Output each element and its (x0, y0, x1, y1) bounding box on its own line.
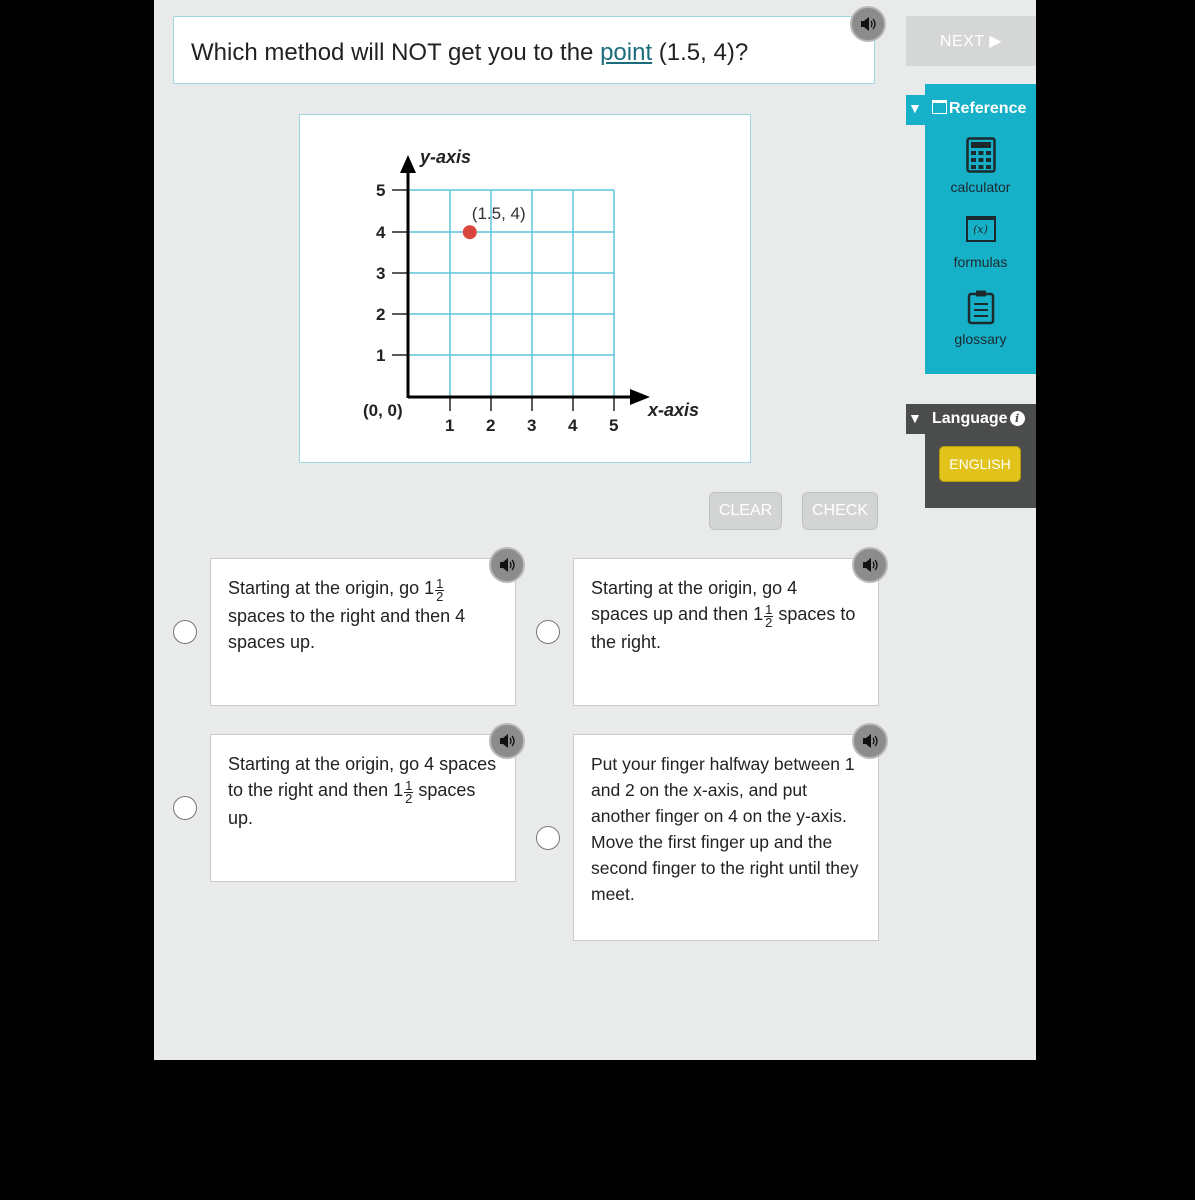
y-tick-label: 5 (376, 181, 386, 200)
english-language-button[interactable]: ENGLISH (939, 446, 1021, 482)
lesson-app (154, 0, 1036, 1060)
choice-text: Put your finger halfway between 1 and 2 on the x-axis, and put another finger on 4 on the y-axis. Move the first finger up and the second finger to the right until they meet. (591, 754, 859, 904)
fraction-numerator: 1 (405, 778, 413, 793)
choice-radio-1[interactable] (173, 620, 197, 644)
choice-text-part: Starting at the origin, go 4 spaces up and then 1 (591, 578, 798, 624)
choice-text (228, 751, 500, 831)
coordinate-graph (300, 115, 750, 462)
glossary-tool[interactable] (925, 289, 1036, 347)
x-tick-label: 4 (568, 416, 578, 435)
calculator-label: calculator (950, 179, 1011, 195)
question-text (191, 39, 748, 67)
fraction-denominator: 2 (765, 615, 773, 630)
reference-header[interactable] (908, 100, 1027, 118)
answer-choice-1[interactable] (210, 558, 516, 706)
formulas-glyph: (x) (973, 223, 988, 236)
collapse-triangle-icon: ▼ (908, 100, 922, 116)
calculator-tool[interactable] (925, 137, 1036, 195)
answer-choice-3[interactable] (210, 734, 516, 882)
choice-audio-button-2[interactable] (852, 547, 888, 583)
question-prefix: Which method will NOT get you to the (191, 39, 601, 66)
glossary-icon (967, 289, 995, 325)
x-axis-label: x-axis (648, 400, 700, 420)
collapse-triangle-icon: ▼ (908, 410, 922, 426)
speaker-icon (861, 557, 879, 573)
answer-choice-4[interactable] (573, 734, 879, 941)
speaker-icon (498, 733, 516, 749)
reference-title: Reference (949, 100, 1027, 117)
check-button[interactable]: CHECK (802, 492, 878, 530)
choice-radio-4[interactable] (536, 826, 560, 850)
point-label: (1.5, 4) (471, 204, 526, 224)
question-box (173, 16, 875, 84)
plotted-point (463, 225, 477, 239)
choice-text-part: spaces to the right and then 4 spaces up. (228, 606, 466, 652)
fraction (764, 604, 773, 629)
glossary-link-point[interactable]: point (600, 39, 653, 66)
x-tick-label: 2 (486, 416, 496, 435)
graph-card (299, 114, 751, 463)
x-tick-label: 5 (609, 416, 619, 435)
fraction (435, 578, 444, 603)
choice-audio-button-3[interactable] (489, 723, 525, 759)
fraction-numerator: 1 (436, 576, 444, 591)
calculator-icon (966, 137, 996, 173)
formulas-label: formulas (953, 254, 1008, 270)
question-audio-button[interactable] (850, 6, 886, 42)
choice-text (228, 575, 490, 655)
y-tick-label: 3 (376, 264, 386, 283)
fraction-numerator: 1 (765, 602, 773, 617)
choice-audio-button-4[interactable] (852, 723, 888, 759)
choice-text-part: Starting at the origin, go 1 (228, 578, 435, 598)
x-tick-label: 1 (445, 416, 455, 435)
language-title: Language (932, 410, 1008, 427)
glossary-label: glossary (954, 331, 1007, 347)
choice-radio-2[interactable] (536, 620, 560, 644)
reference-window-icon (932, 100, 947, 114)
speaker-icon (498, 557, 516, 573)
x-axis-arrow (630, 389, 650, 405)
info-icon[interactable]: i (1010, 411, 1025, 426)
choice-text-part: Starting at the origin, go 4 spaces to the right and then 1 (228, 754, 497, 800)
fraction-denominator: 2 (405, 791, 413, 806)
speaker-icon (861, 733, 879, 749)
speaker-icon (859, 16, 877, 32)
language-header[interactable] (908, 410, 1025, 428)
y-axis-label: y-axis (420, 147, 472, 167)
y-tick-label: 4 (376, 223, 386, 242)
next-button[interactable]: NEXT ▶ (906, 16, 1036, 66)
clear-button[interactable]: CLEAR (709, 492, 782, 530)
y-tick-label: 1 (376, 346, 386, 365)
choice-text (591, 575, 857, 655)
formulas-icon (966, 216, 996, 242)
y-axis-arrow (400, 155, 416, 173)
choice-text-part: spaces up. (228, 780, 476, 828)
answer-choice-2[interactable] (573, 558, 879, 706)
x-tick-label: 3 (527, 416, 537, 435)
origin-label: (0, 0) (363, 401, 403, 420)
fraction (404, 780, 413, 805)
choice-radio-3[interactable] (173, 796, 197, 820)
choice-audio-button-1[interactable] (489, 547, 525, 583)
question-suffix: (1.5, 4)? (652, 39, 749, 66)
formulas-tool[interactable] (925, 216, 1036, 270)
y-tick-label: 2 (376, 305, 386, 324)
choice-text-part: spaces to the right. (591, 604, 856, 652)
fraction-denominator: 2 (436, 589, 444, 604)
